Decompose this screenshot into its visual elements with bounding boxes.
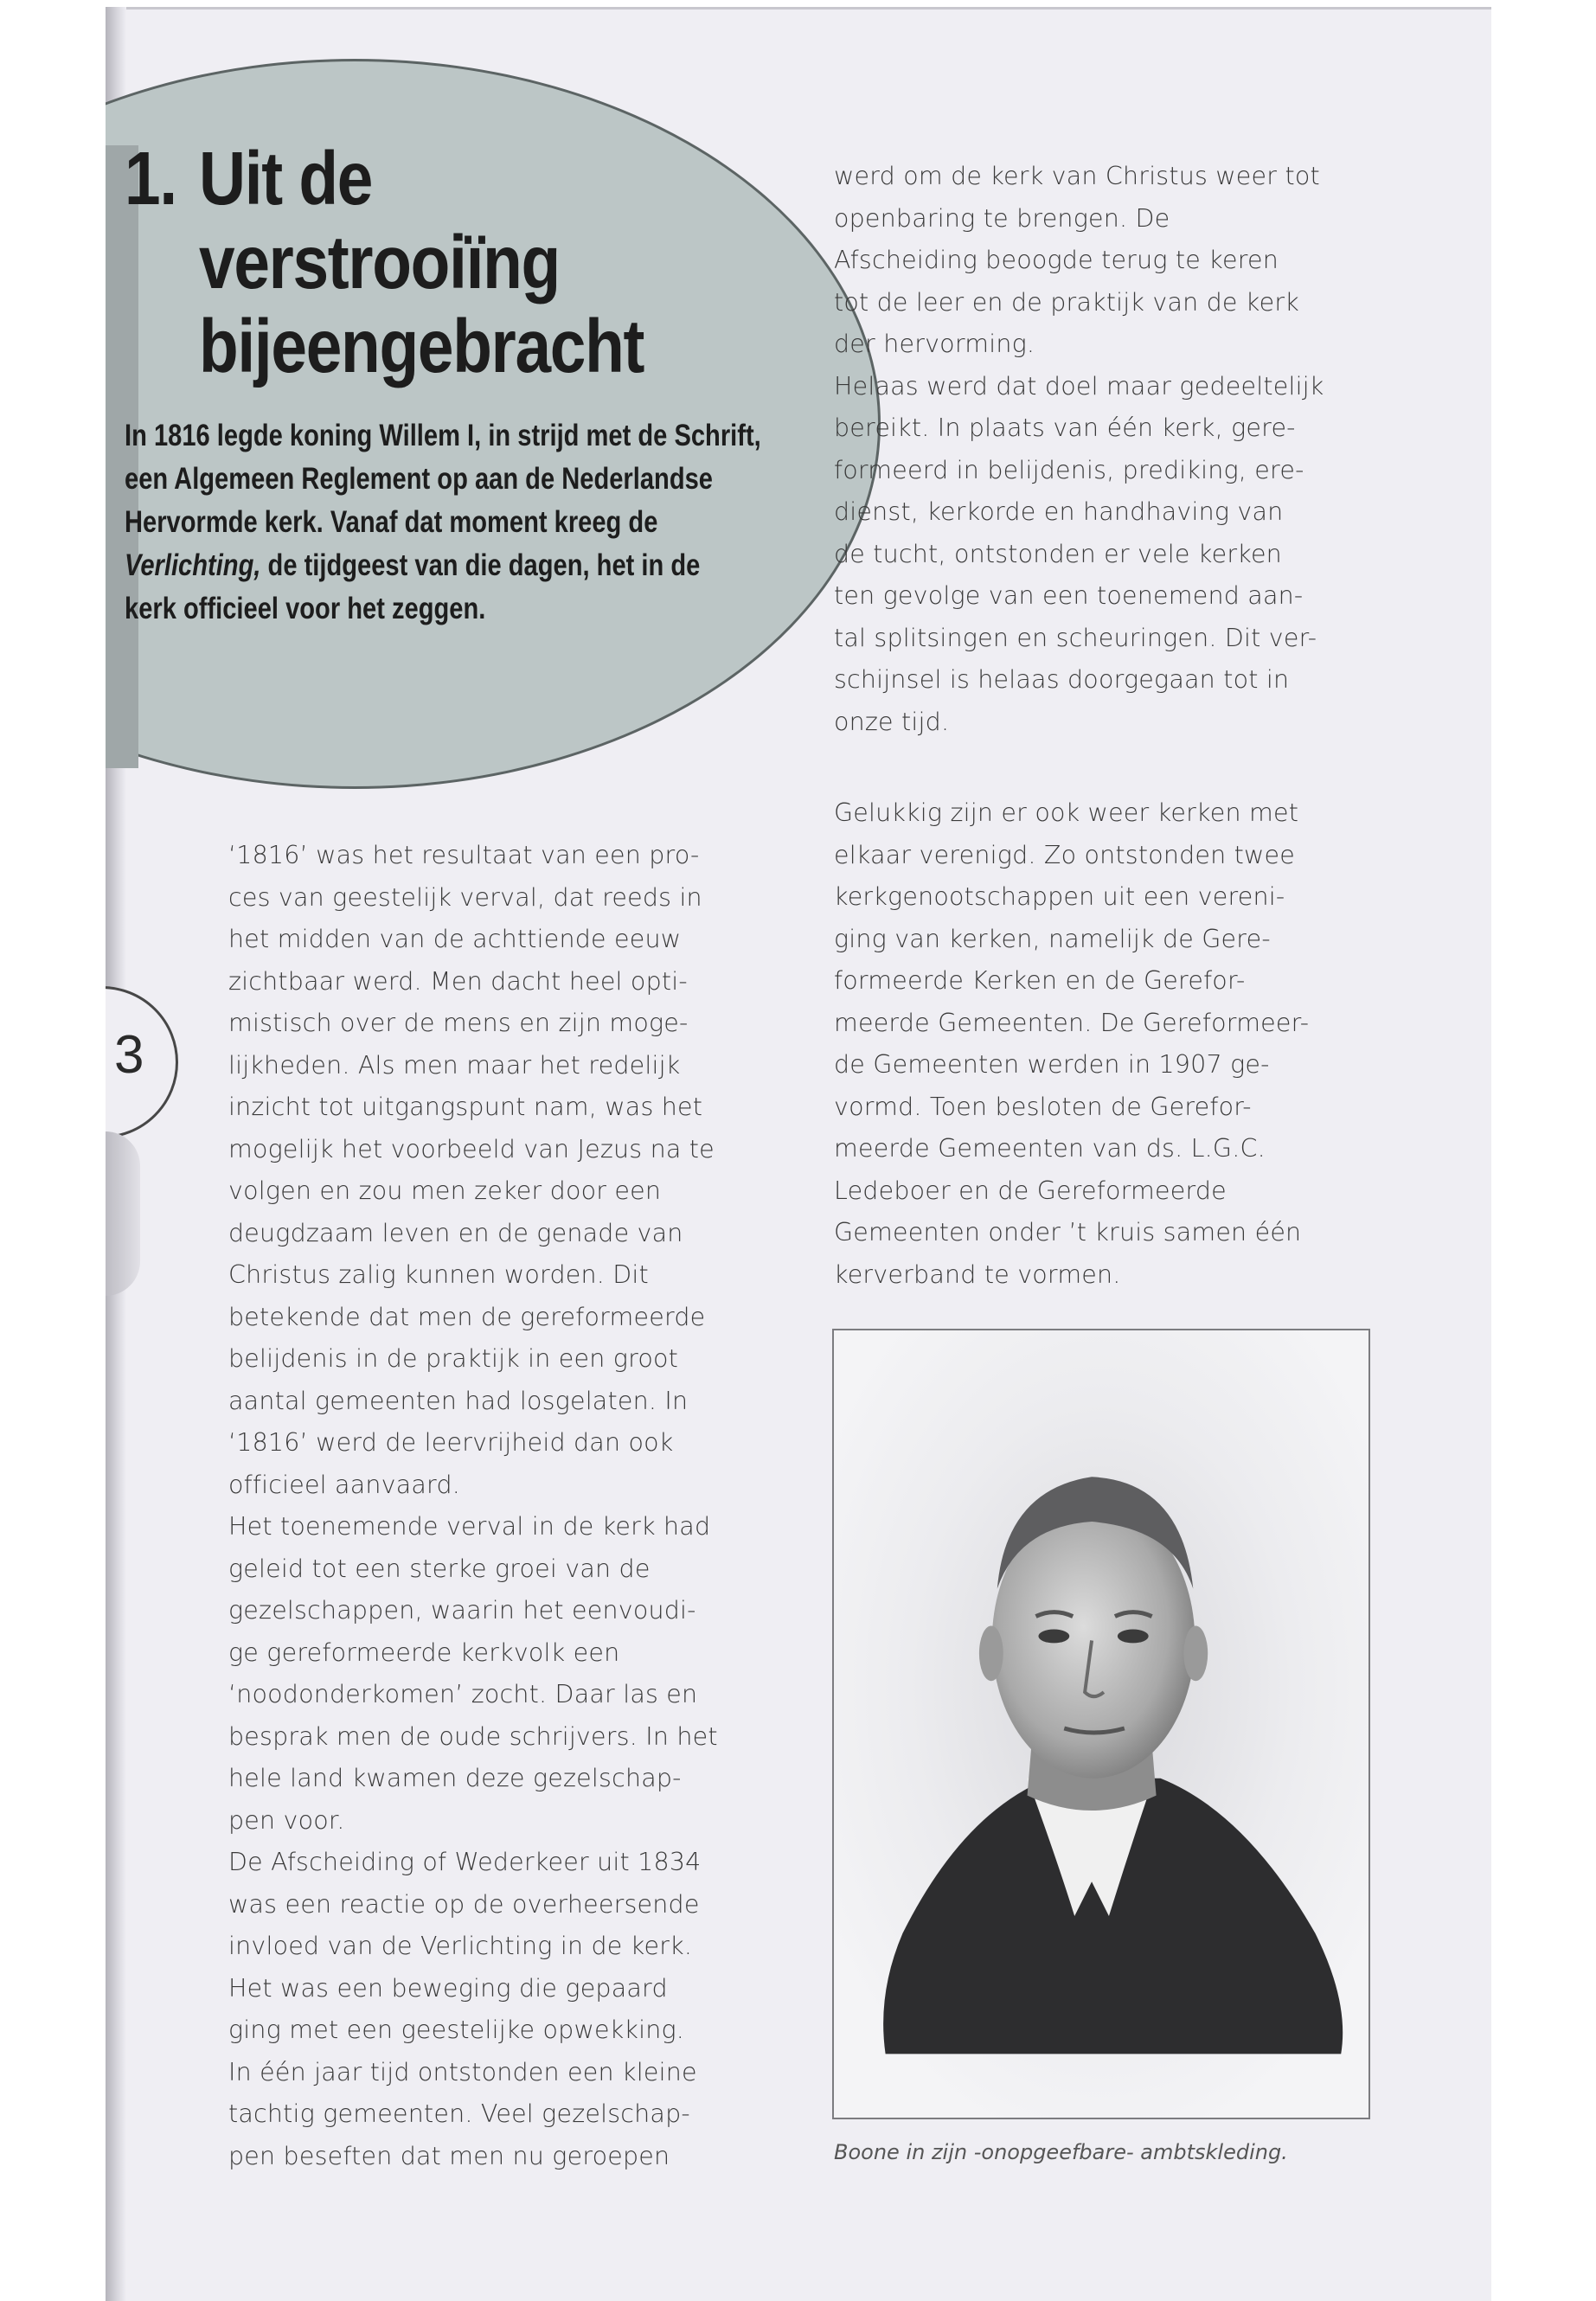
- chapter-title-line-1: 1. Uit de: [125, 137, 373, 221]
- text-line: deugdzaam leven en de genade van: [228, 1218, 683, 1247]
- text-line: bereikt. In plaats van één kerk, gere-: [834, 413, 1296, 442]
- text-line: hele land kwamen deze gezelschap-: [228, 1764, 682, 1792]
- text-line: In één jaar tijd ontstonden een kleine: [228, 2057, 697, 2086]
- text-line: zichtbaar werd. Men dacht heel opti-: [228, 966, 688, 996]
- text-line: officieel aanvaard.: [228, 1470, 461, 1499]
- right-column-text-2: [834, 792, 1309, 1296]
- text-line: meerde Gemeenten. De Gereformeer-: [834, 1008, 1310, 1037]
- text-line: tot de leer en de praktijk van de kerk: [834, 287, 1299, 317]
- text-line: volgen en zou men zeker door een: [228, 1176, 662, 1205]
- text-line: was een reactie op de overheersende: [228, 1889, 700, 1919]
- text-line: Gemeenten onder ’t kruis samen één: [834, 1218, 1302, 1247]
- text-line: dienst, kerkorde en handhaving van: [834, 497, 1284, 526]
- intro-italic-term: Verlichting,: [125, 548, 261, 582]
- intro-line: kerk officieel voor het zeggen.: [125, 591, 486, 625]
- text-line: tachtig gemeenten. Veel gezelschap-: [228, 2099, 690, 2128]
- text-line: tal splitsingen en scheuringen. Dit ver-: [834, 623, 1317, 652]
- text-line: ging van kerken, namelijk de Gere-: [834, 924, 1271, 953]
- text-line: openbaring te brengen. De: [834, 203, 1170, 233]
- text-line: Christus zalig kunnen worden. Dit: [228, 1260, 649, 1289]
- text-line: ‘noodonderkomen’ zocht. Daar las en: [228, 1680, 698, 1708]
- text-line: invloed van de Verlichting in de kerk.: [228, 1932, 693, 1960]
- portrait-photo: [832, 1329, 1370, 2119]
- text-line: lijkheden. Als men maar het redelijk: [228, 1050, 681, 1080]
- text-line: formeerd in belijdenis, prediking, ere-: [834, 455, 1304, 484]
- text-line: ‘1816’ werd de leervrijheid dan ook: [228, 1428, 674, 1457]
- text-line: ces van geestelijk verval, dat reeds in: [228, 882, 702, 912]
- text-line: ten gevolge van een toenemend aan-: [834, 581, 1304, 610]
- text-line: kerverband te vormen.: [834, 1259, 1121, 1289]
- text-line: inzicht tot uitgangspunt nam, was het: [228, 1093, 703, 1121]
- text-line: elkaar verenigd. Zo ontstonden twee: [834, 840, 1295, 869]
- text-line: ge gereformeerde kerkvolk een: [228, 1638, 620, 1667]
- chapter-number: 1.: [125, 137, 176, 221]
- text-line: betekende dat men de gereformeerde: [228, 1302, 706, 1331]
- text-line: formeerde Kerken en de Gerefor-: [834, 966, 1246, 995]
- chapter-tab-shade: [106, 1131, 140, 1296]
- text-line: Gelukkig zijn er ook weer kerken met: [834, 798, 1299, 827]
- text-line: Het was een beweging die gepaard: [228, 1973, 668, 2003]
- text-line: schijnsel is helaas doorgegaan tot in: [834, 665, 1290, 694]
- intro-line: een Algemeen Reglement op aan de Nederlandse: [125, 461, 713, 496]
- intro-line: In 1816 legde koning Willem I, in strijd met de Schrift,: [125, 418, 761, 452]
- text-line: der hervorming.: [834, 330, 1035, 358]
- text-line: mogelijk het voorbeeld van Jezus na te: [228, 1134, 715, 1163]
- chapter-title-line-2: verstrooiïng: [199, 221, 560, 304]
- text-line: geleid tot een sterke groei van de: [228, 1554, 651, 1583]
- text-line: de tucht, ontstonden er vele kerken: [834, 539, 1282, 568]
- left-column-text: [228, 835, 718, 2177]
- text-line: pen beseften dat men nu geroepen: [228, 2141, 670, 2170]
- text-line: onze tijd.: [834, 707, 950, 736]
- text-line: werd om de kerk van Christus weer tot: [834, 162, 1320, 190]
- text-line: Afscheiding beoogde terug te keren: [834, 246, 1279, 274]
- text-line: Ledeboer en de Gereformeerde: [834, 1176, 1227, 1205]
- chapter-title-line-3: bijeengebracht: [199, 304, 644, 388]
- chapter-tab-number: 3: [114, 1025, 144, 1085]
- text-line: Helaas werd dat doel maar gedeeltelijk: [834, 371, 1324, 401]
- text-line: aantal gemeenten had losgelaten. In: [228, 1386, 689, 1415]
- photo-caption: Boone in zijn -onopgeefbare- ambtskleding.: [834, 2140, 1288, 2164]
- text-line: het midden van de achttiende eeuw: [228, 925, 682, 953]
- text-line: pen voor.: [228, 1805, 345, 1835]
- intro-line: de tijdgeest van die dagen, het in de: [267, 548, 701, 582]
- text-line: gezelschappen, waarin het eenvoudi-: [228, 1596, 696, 1625]
- text-line: besprak men de oude schrijvers. In het: [228, 1721, 718, 1751]
- intro-line: Hervormde kerk. Vanaf dat moment kreeg de: [125, 504, 658, 539]
- text-line: mistisch over de mens en zijn moge-: [228, 1009, 689, 1037]
- chapter-intro: [125, 413, 761, 630]
- right-column-text-1: [834, 156, 1324, 743]
- portrait-illustration: [834, 1330, 1368, 2118]
- text-line: ging met een geestelijke opwekking.: [228, 2016, 685, 2044]
- text-line: de Gemeenten werden in 1907 ge-: [834, 1050, 1270, 1079]
- top-rule: [106, 7, 1491, 10]
- text-line: De Afscheiding of Wederkeer uit 1834: [228, 1848, 702, 1876]
- text-line: meerde Gemeenten van ds. L.G.C.: [834, 1134, 1266, 1163]
- text-line: kerkgenootschappen uit een vereni-: [834, 882, 1285, 911]
- text-line: vormd. Toen besloten de Gerefor-: [834, 1092, 1252, 1121]
- book-page: [106, 7, 1491, 2301]
- chapter-title: [125, 137, 644, 388]
- text-line: Het toenemende verval in de kerk had: [228, 1512, 711, 1541]
- text-line: ‘1816’ was het resultaat van een pro-: [228, 841, 700, 869]
- text-line: belijdenis in de praktijk in een groot: [228, 1344, 679, 1373]
